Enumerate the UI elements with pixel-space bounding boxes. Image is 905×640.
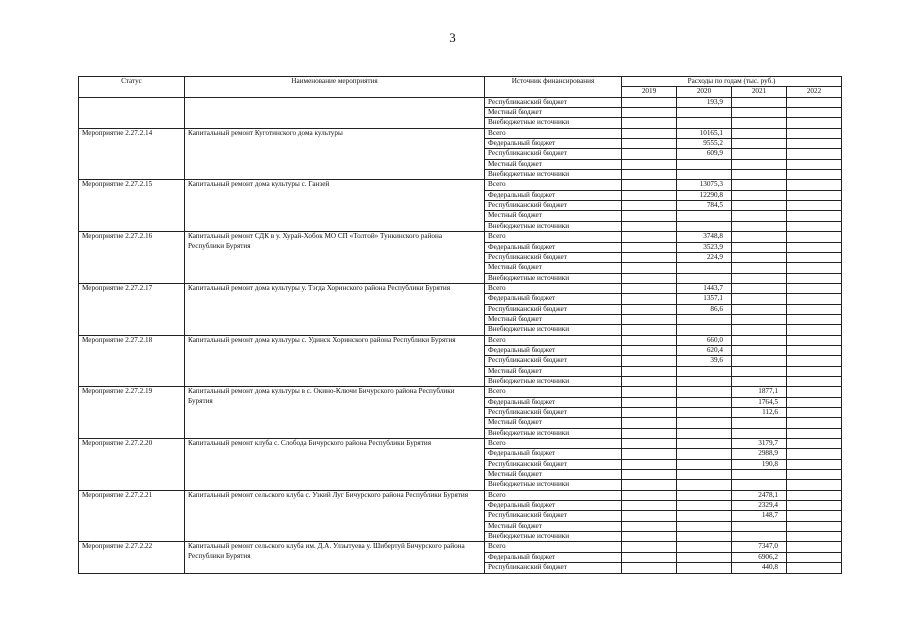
expense-value-2020 [677, 552, 732, 562]
expense-value-2020 [677, 325, 732, 335]
expense-value-2019 [622, 170, 677, 180]
expense-value-2022 [787, 501, 842, 511]
expense-value-2021 [732, 263, 787, 273]
expense-value-2019 [622, 211, 677, 221]
expense-value-2021: 190,8 [732, 459, 787, 469]
activity-name [185, 97, 485, 128]
expense-value-2019 [622, 480, 677, 490]
expense-value-2019 [622, 180, 677, 190]
expense-value-2021 [732, 480, 787, 490]
expense-value-2022 [787, 376, 842, 386]
expense-value-2022 [787, 149, 842, 159]
expense-value-2019 [622, 190, 677, 200]
expense-value-2021 [732, 304, 787, 314]
expense-value-2022 [787, 263, 842, 273]
expense-value-2021 [732, 190, 787, 200]
funding-source: Внебюджетные источники [485, 221, 622, 231]
expense-value-2022 [787, 449, 842, 459]
funding-source: Федеральный бюджет [485, 345, 622, 355]
expense-value-2019 [622, 159, 677, 169]
expense-value-2021 [732, 232, 787, 242]
expense-value-2021 [732, 149, 787, 159]
header-expenses: Расходы по годам (тыс. руб.) [622, 77, 842, 87]
expense-value-2019 [622, 397, 677, 407]
expense-value-2019 [622, 366, 677, 376]
expense-value-2020 [677, 563, 732, 573]
expense-value-2020: 660,0 [677, 335, 732, 345]
funding-source: Местный бюджет [485, 159, 622, 169]
expense-value-2021: 3179,7 [732, 439, 787, 449]
funding-source: Республиканский бюджет [485, 356, 622, 366]
expense-value-2022 [787, 480, 842, 490]
expense-value-2020 [677, 408, 732, 418]
header-year-2020: 2020 [677, 87, 732, 97]
header-status: Статус [79, 77, 185, 98]
table-row [79, 335, 842, 345]
expense-value-2021 [732, 356, 787, 366]
expense-value-2022 [787, 273, 842, 283]
expense-value-2022 [787, 304, 842, 314]
funding-source: Федеральный бюджет [485, 449, 622, 459]
expense-value-2022 [787, 418, 842, 428]
funding-source: Всего [485, 180, 622, 190]
expense-value-2021 [732, 428, 787, 438]
header-name: Наименование мероприятия [185, 77, 485, 98]
funding-source: Всего [485, 128, 622, 138]
expense-value-2021: 2329,4 [732, 501, 787, 511]
expense-value-2019 [622, 314, 677, 324]
table-body [79, 97, 842, 573]
expense-value-2020 [677, 170, 732, 180]
funding-source: Внебюджетные источники [485, 325, 622, 335]
expense-value-2021 [732, 418, 787, 428]
expense-value-2022 [787, 325, 842, 335]
expense-value-2022 [787, 542, 842, 552]
expense-value-2019 [622, 232, 677, 242]
expense-value-2021 [732, 376, 787, 386]
table-row [79, 232, 842, 242]
expense-value-2022 [787, 366, 842, 376]
expense-value-2020: 39,6 [677, 356, 732, 366]
expense-value-2019 [622, 501, 677, 511]
expense-value-2022 [787, 97, 842, 107]
expense-value-2019 [622, 273, 677, 283]
expense-value-2020 [677, 542, 732, 552]
expense-value-2022 [787, 459, 842, 469]
expense-value-2022 [787, 128, 842, 138]
expense-value-2021 [732, 294, 787, 304]
expense-value-2020 [677, 418, 732, 428]
funding-source: Республиканский бюджет [485, 201, 622, 211]
expense-value-2019 [622, 294, 677, 304]
funding-source: Всего [485, 387, 622, 397]
expense-value-2019 [622, 201, 677, 211]
expense-value-2019 [622, 345, 677, 355]
expense-value-2019 [622, 356, 677, 366]
expense-value-2020 [677, 397, 732, 407]
expense-value-2020 [677, 480, 732, 490]
expense-value-2019 [622, 304, 677, 314]
expense-value-2020 [677, 263, 732, 273]
expense-value-2020 [677, 470, 732, 480]
expense-value-2022 [787, 428, 842, 438]
expense-value-2022 [787, 552, 842, 562]
expense-value-2019 [622, 459, 677, 469]
expense-value-2021 [732, 118, 787, 128]
expense-value-2022 [787, 335, 842, 345]
funding-source: Федеральный бюджет [485, 501, 622, 511]
funding-source: Федеральный бюджет [485, 139, 622, 149]
expense-value-2019 [622, 563, 677, 573]
expense-value-2020: 224,9 [677, 252, 732, 262]
funding-source: Внебюджетные источники [485, 532, 622, 542]
expense-value-2019 [622, 97, 677, 107]
expense-value-2021 [732, 201, 787, 211]
expense-value-2019 [622, 439, 677, 449]
expense-value-2022 [787, 439, 842, 449]
expense-value-2019 [622, 139, 677, 149]
expense-value-2020 [677, 501, 732, 511]
expense-value-2019 [622, 532, 677, 542]
expense-value-2020 [677, 221, 732, 231]
expense-value-2021 [732, 345, 787, 355]
funding-source: Местный бюджет [485, 314, 622, 324]
funding-source: Республиканский бюджет [485, 304, 622, 314]
funding-source: Всего [485, 232, 622, 242]
activity-name: Капитальный ремонт дома культуры с. Удинск Хоринского района Республики Бурятия [185, 335, 485, 387]
activity-name: Капитальный ремонт сельского клуба им. Д.А. Улзытуева у. Шибертуй Бичурского района Республики Бурятия [185, 542, 485, 573]
table-row [79, 542, 842, 552]
activity-name: Капитальный ремонт сельского клуба с. Узкий Луг Бичурского района Республики Бурятия [185, 490, 485, 542]
header-year-2021: 2021 [732, 87, 787, 97]
expense-value-2019 [622, 263, 677, 273]
expense-value-2019 [622, 283, 677, 293]
header-row-top [79, 77, 842, 87]
funding-source: Местный бюджет [485, 470, 622, 480]
expense-value-2019 [622, 118, 677, 128]
table-row [79, 97, 842, 107]
expense-value-2022 [787, 283, 842, 293]
activity-status: Мероприятие 2.27.2.16 [79, 232, 185, 284]
funding-source: Всего [485, 439, 622, 449]
expense-value-2022 [787, 314, 842, 324]
table-row [79, 387, 842, 397]
expense-value-2020: 12290,8 [677, 190, 732, 200]
activity-status: Мероприятие 2.27.2.22 [79, 542, 185, 573]
expense-value-2021: 112,6 [732, 408, 787, 418]
funding-source: Местный бюджет [485, 211, 622, 221]
table-row [79, 490, 842, 500]
expense-value-2022 [787, 490, 842, 500]
expense-value-2019 [622, 108, 677, 118]
expense-value-2019 [622, 128, 677, 138]
expense-value-2020 [677, 449, 732, 459]
expense-value-2022 [787, 397, 842, 407]
expense-value-2019 [622, 221, 677, 231]
funding-source: Республиканский бюджет [485, 408, 622, 418]
funding-source: Внебюджетные источники [485, 480, 622, 490]
expense-value-2021: 2988,9 [732, 449, 787, 459]
funding-source: Местный бюджет [485, 263, 622, 273]
funding-source: Всего [485, 335, 622, 345]
expense-value-2020 [677, 428, 732, 438]
funding-source: Внебюджетные источники [485, 428, 622, 438]
table-row [79, 439, 842, 449]
expense-value-2019 [622, 511, 677, 521]
expense-value-2020 [677, 490, 732, 500]
expense-value-2022 [787, 118, 842, 128]
expense-value-2019 [622, 387, 677, 397]
expense-value-2022 [787, 252, 842, 262]
expense-value-2021 [732, 273, 787, 283]
expense-value-2020: 784,5 [677, 201, 732, 211]
expense-value-2020 [677, 211, 732, 221]
expense-value-2021 [732, 170, 787, 180]
expense-value-2022 [787, 108, 842, 118]
activity-status: Мероприятие 2.27.2.21 [79, 490, 185, 542]
table-row [79, 128, 842, 138]
activity-status: Мероприятие 2.27.2.20 [79, 439, 185, 491]
expense-value-2019 [622, 428, 677, 438]
funding-source: Местный бюджет [485, 366, 622, 376]
expense-value-2021: 7347,0 [732, 542, 787, 552]
expense-value-2022 [787, 180, 842, 190]
page-number: 3 [449, 30, 456, 45]
expense-value-2019 [622, 242, 677, 252]
expense-value-2020: 609,9 [677, 149, 732, 159]
expense-value-2020 [677, 521, 732, 531]
expense-value-2020 [677, 273, 732, 283]
expense-value-2019 [622, 252, 677, 262]
funding-source: Республиканский бюджет [485, 563, 622, 573]
funding-source: Республиканский бюджет [485, 149, 622, 159]
activity-status: Мероприятие 2.27.2.15 [79, 180, 185, 232]
expense-value-2021 [732, 97, 787, 107]
expense-value-2021 [732, 180, 787, 190]
expense-value-2020 [677, 118, 732, 128]
expense-value-2021 [732, 283, 787, 293]
funding-source: Федеральный бюджет [485, 190, 622, 200]
expense-value-2021 [732, 128, 787, 138]
expense-value-2020: 1357,1 [677, 294, 732, 304]
expense-value-2022 [787, 170, 842, 180]
expense-value-2021: 6906,2 [732, 552, 787, 562]
funding-source: Республиканский бюджет [485, 97, 622, 107]
expense-value-2020 [677, 387, 732, 397]
activity-name: Капитальный ремонт СДК в у. Хурай-Хобок МО СП «Толтой» Тункинского района Республики Бурятия [185, 232, 485, 284]
expense-value-2020: 3523,9 [677, 242, 732, 252]
table-row [79, 180, 842, 190]
funding-source: Федеральный бюджет [485, 397, 622, 407]
expense-value-2021 [732, 314, 787, 324]
expense-value-2019 [622, 325, 677, 335]
header-year-2019: 2019 [622, 87, 677, 97]
funding-source: Республиканский бюджет [485, 252, 622, 262]
expense-value-2020: 1443,7 [677, 283, 732, 293]
header-source: Источник финансирования [485, 77, 622, 98]
expense-value-2022 [787, 139, 842, 149]
expense-value-2022 [787, 294, 842, 304]
expense-value-2021: 2478,1 [732, 490, 787, 500]
activity-status: Мероприятие 2.27.2.18 [79, 335, 185, 387]
expense-value-2020: 9555,2 [677, 139, 732, 149]
expense-value-2020: 86,6 [677, 304, 732, 314]
expense-value-2022 [787, 211, 842, 221]
funding-source: Всего [485, 490, 622, 500]
table-row [79, 283, 842, 293]
expense-value-2019 [622, 418, 677, 428]
expense-value-2020 [677, 459, 732, 469]
expense-value-2020 [677, 314, 732, 324]
expense-value-2020: 620,4 [677, 345, 732, 355]
expense-value-2021 [732, 532, 787, 542]
funding-source: Внебюджетные источники [485, 170, 622, 180]
expense-value-2020: 13075,3 [677, 180, 732, 190]
funding-source: Местный бюджет [485, 108, 622, 118]
expense-value-2019 [622, 376, 677, 386]
activity-name: Капитальный ремонт дома культуры у. Тэгда Хоринского района Республики Бурятия [185, 283, 485, 335]
expense-value-2019 [622, 470, 677, 480]
expense-value-2021: 440,8 [732, 563, 787, 573]
expense-value-2021 [732, 521, 787, 531]
funding-source: Внебюджетные источники [485, 118, 622, 128]
expense-value-2021 [732, 159, 787, 169]
activity-name: Капитальный ремонт дома культуры с. Ганзей [185, 180, 485, 232]
expense-value-2022 [787, 408, 842, 418]
header-year-2022: 2022 [787, 87, 842, 97]
expense-value-2019 [622, 149, 677, 159]
funding-source: Всего [485, 542, 622, 552]
expense-value-2019 [622, 408, 677, 418]
expense-value-2021 [732, 242, 787, 252]
expense-value-2021 [732, 108, 787, 118]
expense-value-2020 [677, 532, 732, 542]
expense-value-2022 [787, 563, 842, 573]
funding-source: Внебюджетные источники [485, 376, 622, 386]
funding-source: Республиканский бюджет [485, 459, 622, 469]
funding-source: Всего [485, 283, 622, 293]
expense-value-2021: 148,7 [732, 511, 787, 521]
funding-source: Местный бюджет [485, 521, 622, 531]
expense-value-2020 [677, 439, 732, 449]
funding-source: Местный бюджет [485, 418, 622, 428]
financing-table [78, 76, 842, 574]
expense-value-2022 [787, 201, 842, 211]
expense-value-2020 [677, 376, 732, 386]
expense-value-2021 [732, 325, 787, 335]
expense-value-2019 [622, 521, 677, 531]
activity-name: Капитальный ремонт клуба с. Слобода Бичурского района Республики Бурятия [185, 439, 485, 491]
expense-value-2019 [622, 449, 677, 459]
expense-value-2021 [732, 335, 787, 345]
expense-value-2022 [787, 190, 842, 200]
expense-value-2022 [787, 470, 842, 480]
expense-value-2021 [732, 139, 787, 149]
expense-value-2022 [787, 521, 842, 531]
expense-value-2019 [622, 542, 677, 552]
expense-value-2021 [732, 211, 787, 221]
expense-value-2021: 1764,5 [732, 397, 787, 407]
expense-value-2020 [677, 511, 732, 521]
expense-value-2020: 193,9 [677, 97, 732, 107]
activity-status: Мероприятие 2.27.2.14 [79, 128, 185, 180]
expense-value-2019 [622, 552, 677, 562]
activity-status [79, 97, 185, 128]
expense-value-2020 [677, 159, 732, 169]
expense-value-2019 [622, 335, 677, 345]
funding-source: Федеральный бюджет [485, 552, 622, 562]
expense-value-2021: 1877,1 [732, 387, 787, 397]
expense-value-2021 [732, 470, 787, 480]
expense-value-2020: 3748,8 [677, 232, 732, 242]
activity-status: Мероприятие 2.27.2.17 [79, 283, 185, 335]
expense-value-2021 [732, 221, 787, 231]
activity-name: Капитальный ремонт Куготинского дома культуры [185, 128, 485, 180]
expense-value-2019 [622, 490, 677, 500]
activity-name: Капитальный ремонт дома культуры в с. Окино-Ключи Бичурского района Республики Бурятия [185, 387, 485, 439]
expense-value-2020: 10165,1 [677, 128, 732, 138]
activity-status: Мероприятие 2.27.2.19 [79, 387, 185, 439]
funding-source: Республиканский бюджет [485, 511, 622, 521]
expense-value-2020 [677, 366, 732, 376]
expense-value-2022 [787, 232, 842, 242]
expense-value-2022 [787, 356, 842, 366]
expense-value-2022 [787, 511, 842, 521]
expense-value-2022 [787, 242, 842, 252]
expense-value-2022 [787, 387, 842, 397]
funding-source: Внебюджетные источники [485, 273, 622, 283]
expense-value-2021 [732, 366, 787, 376]
expense-value-2022 [787, 532, 842, 542]
expense-value-2020 [677, 108, 732, 118]
funding-source: Федеральный бюджет [485, 294, 622, 304]
expense-value-2022 [787, 345, 842, 355]
expense-value-2022 [787, 159, 842, 169]
funding-source: Федеральный бюджет [485, 242, 622, 252]
expense-value-2021 [732, 252, 787, 262]
expense-value-2022 [787, 221, 842, 231]
